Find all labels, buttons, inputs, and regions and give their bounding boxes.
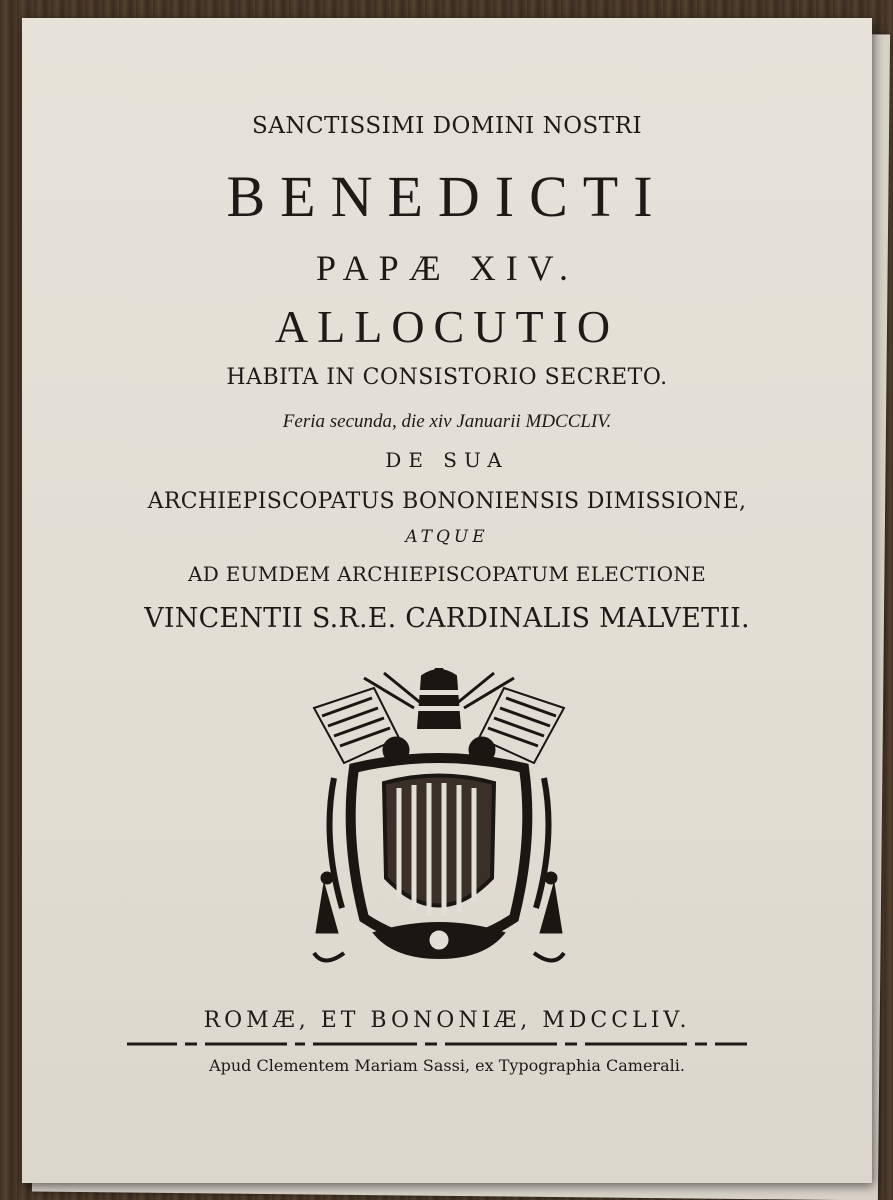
archiepiscopatus-line: ARCHIEPISCOPATUS BONONIENSIS DIMISSIONE, [147, 489, 747, 514]
subheading-habita: HABITA IN CONSISTORIO SECRETO. [226, 365, 668, 390]
imprint-place-date: ROMÆ, ET BONONIÆ, MDCCLIV. [203, 1008, 691, 1033]
papal-coat-of-arms-icon [304, 668, 574, 970]
date-line: Feria secunda, die xiv Januarii MDCCLIV. [282, 411, 612, 432]
atque-line: ATQUE [405, 527, 489, 547]
electione-line: AD EUMDEM ARCHIEPISCOPATUM ELECTIONE [187, 562, 707, 586]
heading-papae: PAPÆ XIV. [315, 248, 579, 288]
imprint-printer: Apud Clementem Mariam Sassi, ex Typographia Camerali. [209, 1056, 685, 1075]
cardinal-name-line: VINCENTII S.R.E. CARDINALIS MALVETII. [144, 603, 750, 634]
de-sua-line: DE SUA [385, 448, 509, 472]
heading-allocutio: ALLOCUTIO [274, 301, 620, 352]
heading-benedicti: BENEDICTI [226, 164, 668, 229]
heading-sanctissimi: SANCTISSIMI DOMINI NOSTRI [251, 113, 643, 139]
ornamental-rule [127, 1040, 747, 1048]
title-page [22, 18, 872, 1183]
